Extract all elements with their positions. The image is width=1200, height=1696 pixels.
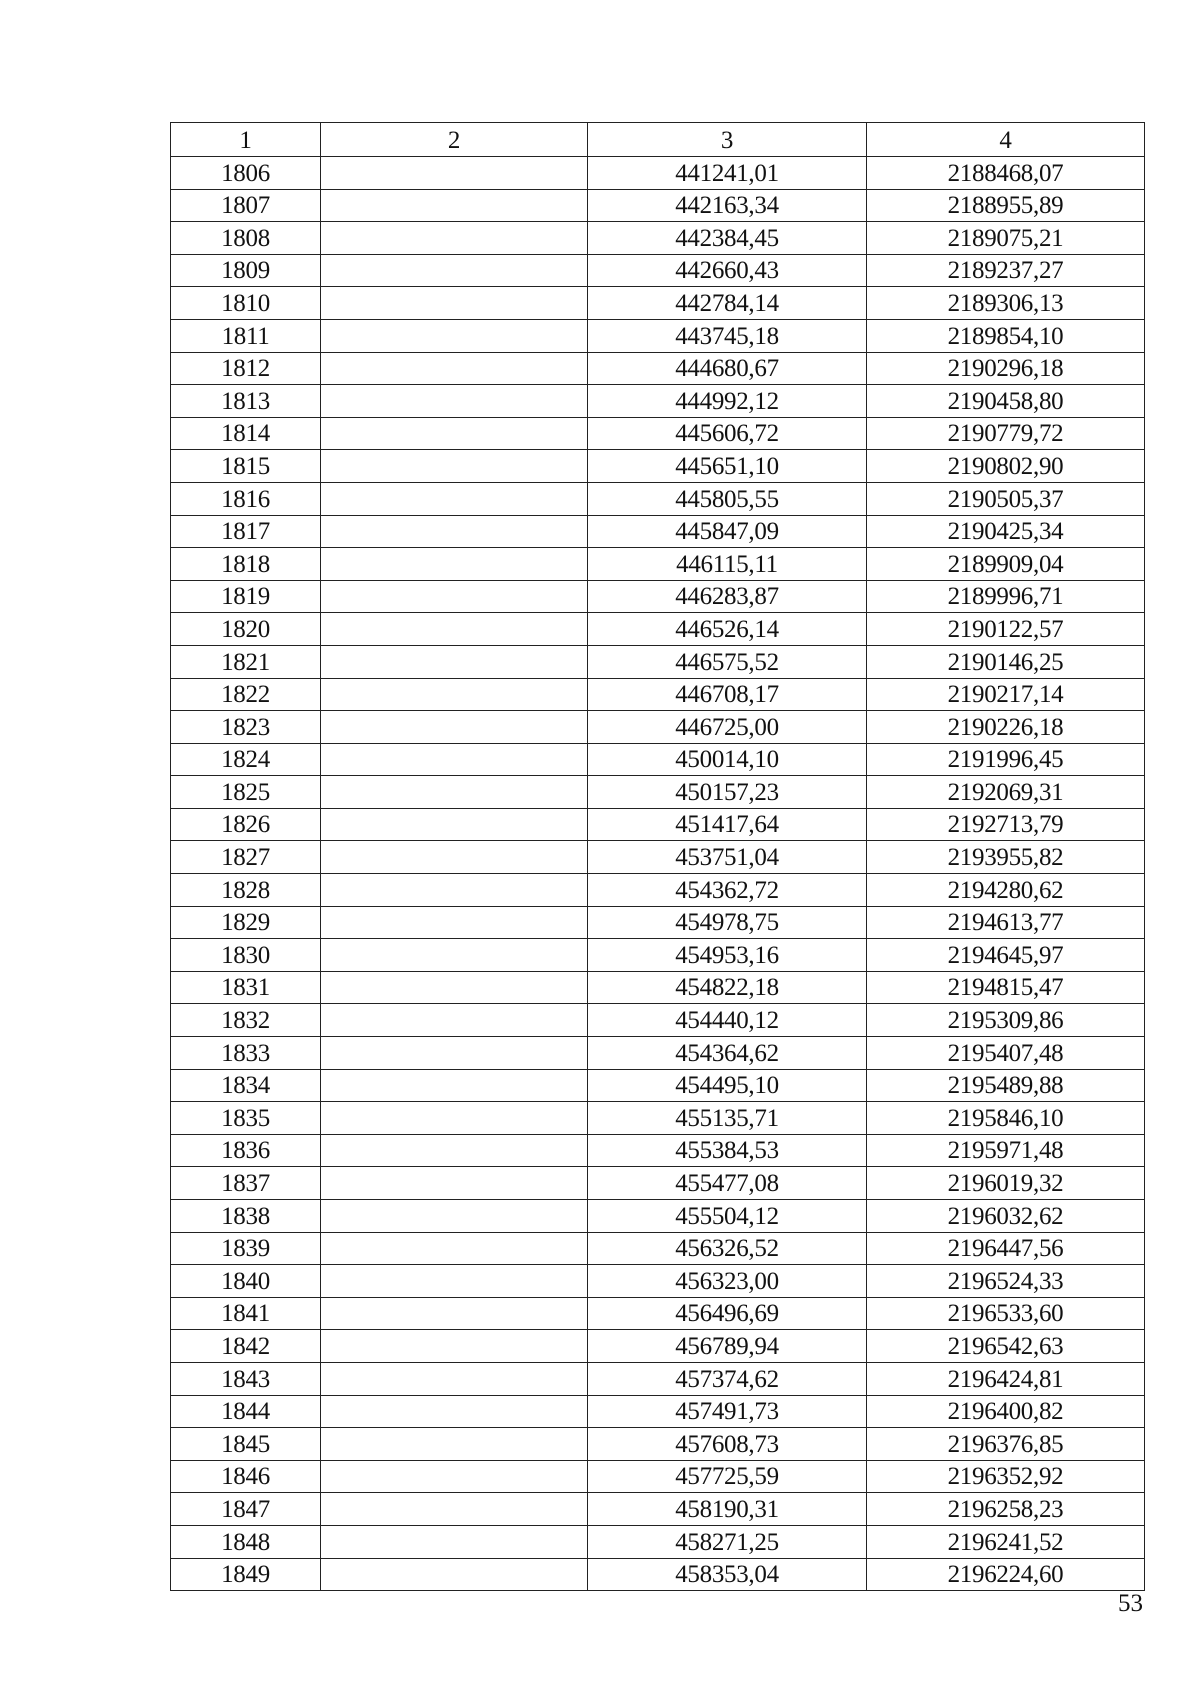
table-cell: 2190425,34 xyxy=(867,515,1145,548)
table-cell xyxy=(321,1102,588,1135)
table-cell xyxy=(321,711,588,744)
table-header-row xyxy=(171,123,1145,157)
table-cell: 2192069,31 xyxy=(867,776,1145,809)
table-body xyxy=(171,157,1145,1591)
table-row xyxy=(171,1330,1145,1363)
table-cell: 1812 xyxy=(171,352,321,385)
table-row xyxy=(171,1037,1145,1070)
table-cell xyxy=(321,971,588,1004)
table-cell: 1842 xyxy=(171,1330,321,1363)
table-row xyxy=(171,1558,1145,1591)
table-cell: 446115,11 xyxy=(588,548,867,581)
table-cell xyxy=(321,1069,588,1102)
table-cell: 1849 xyxy=(171,1558,321,1591)
table-cell: 1807 xyxy=(171,189,321,222)
table-cell: 456326,52 xyxy=(588,1232,867,1265)
table-cell: 1828 xyxy=(171,874,321,907)
table-cell: 1844 xyxy=(171,1395,321,1428)
table-cell: 444992,12 xyxy=(588,385,867,418)
table-row xyxy=(171,678,1145,711)
table-cell: 2191996,45 xyxy=(867,743,1145,776)
table-cell: 2196376,85 xyxy=(867,1428,1145,1461)
table-cell xyxy=(321,157,588,190)
table-cell: 2190779,72 xyxy=(867,417,1145,450)
table-cell: 457491,73 xyxy=(588,1395,867,1428)
table-cell: 2195309,86 xyxy=(867,1004,1145,1037)
table-cell: 2195971,48 xyxy=(867,1134,1145,1167)
table-cell: 457725,59 xyxy=(588,1460,867,1493)
table-cell: 454953,16 xyxy=(588,939,867,972)
table-cell: 1839 xyxy=(171,1232,321,1265)
table-row xyxy=(171,1004,1145,1037)
table-cell: 1810 xyxy=(171,287,321,320)
table-cell: 1836 xyxy=(171,1134,321,1167)
table-cell: 2194815,47 xyxy=(867,971,1145,1004)
table-cell: 2190122,57 xyxy=(867,613,1145,646)
table-cell: 1847 xyxy=(171,1493,321,1526)
table-cell: 454364,62 xyxy=(588,1037,867,1070)
table-cell xyxy=(321,939,588,972)
table-row xyxy=(171,906,1145,939)
table-cell: 2194280,62 xyxy=(867,874,1145,907)
coordinates-table-container xyxy=(170,122,1144,1591)
coordinates-table xyxy=(170,122,1145,1591)
table-cell xyxy=(321,385,588,418)
table-cell: 1843 xyxy=(171,1362,321,1395)
table-cell xyxy=(321,482,588,515)
table-row xyxy=(171,417,1145,450)
table-cell: 445805,55 xyxy=(588,482,867,515)
table-cell: 455135,71 xyxy=(588,1102,867,1135)
table-cell: 1835 xyxy=(171,1102,321,1135)
table-cell: 454822,18 xyxy=(588,971,867,1004)
page-number: 53 xyxy=(1118,1590,1143,1617)
table-cell xyxy=(321,287,588,320)
table-row xyxy=(171,1069,1145,1102)
table-cell: 1822 xyxy=(171,678,321,711)
table-row xyxy=(171,1102,1145,1135)
table-cell xyxy=(321,1460,588,1493)
table-cell: 454978,75 xyxy=(588,906,867,939)
table-cell xyxy=(321,515,588,548)
table-cell: 2195489,88 xyxy=(867,1069,1145,1102)
table-row xyxy=(171,580,1145,613)
table-cell: 2190217,14 xyxy=(867,678,1145,711)
table-cell: 446725,00 xyxy=(588,711,867,744)
table-cell: 2188468,07 xyxy=(867,157,1145,190)
table-row xyxy=(171,1395,1145,1428)
table-cell xyxy=(321,613,588,646)
table-cell: 1827 xyxy=(171,841,321,874)
table-cell: 1829 xyxy=(171,906,321,939)
table-cell: 2196542,63 xyxy=(867,1330,1145,1363)
table-cell: 458353,04 xyxy=(588,1558,867,1591)
table-row xyxy=(171,385,1145,418)
table-cell: 446575,52 xyxy=(588,645,867,678)
table-cell: 446708,17 xyxy=(588,678,867,711)
table-row xyxy=(171,1265,1145,1298)
table-cell: 444680,67 xyxy=(588,352,867,385)
table-cell xyxy=(321,1200,588,1233)
table-cell: 1838 xyxy=(171,1200,321,1233)
table-cell: 1819 xyxy=(171,580,321,613)
table-cell: 1817 xyxy=(171,515,321,548)
table-cell xyxy=(321,743,588,776)
table-cell: 442163,34 xyxy=(588,189,867,222)
table-row xyxy=(171,1428,1145,1461)
table-row xyxy=(171,352,1145,385)
table-cell: 1845 xyxy=(171,1428,321,1461)
table-row xyxy=(171,287,1145,320)
table-cell: 1811 xyxy=(171,319,321,352)
table-cell xyxy=(321,189,588,222)
table-cell xyxy=(321,906,588,939)
table-cell: 442784,14 xyxy=(588,287,867,320)
table-cell: 441241,01 xyxy=(588,157,867,190)
table-cell xyxy=(321,1525,588,1558)
table-row xyxy=(171,450,1145,483)
table-cell xyxy=(321,1037,588,1070)
table-cell: 2189075,21 xyxy=(867,222,1145,255)
table-cell: 454440,12 xyxy=(588,1004,867,1037)
table-cell: 2192713,79 xyxy=(867,808,1145,841)
table-cell: 2190146,25 xyxy=(867,645,1145,678)
table-row xyxy=(171,1297,1145,1330)
table-cell xyxy=(321,352,588,385)
table-row xyxy=(171,645,1145,678)
table-row xyxy=(171,743,1145,776)
table-cell: 442660,43 xyxy=(588,254,867,287)
table-cell: 2196400,82 xyxy=(867,1395,1145,1428)
table-cell xyxy=(321,874,588,907)
table-row xyxy=(171,1493,1145,1526)
table-row xyxy=(171,157,1145,190)
table-row xyxy=(171,1232,1145,1265)
table-cell: 1816 xyxy=(171,482,321,515)
table-cell: 1834 xyxy=(171,1069,321,1102)
table-cell xyxy=(321,417,588,450)
table-cell: 445651,10 xyxy=(588,450,867,483)
table-row xyxy=(171,874,1145,907)
table-cell: 2194645,97 xyxy=(867,939,1145,972)
table-cell: 1813 xyxy=(171,385,321,418)
table-row xyxy=(171,841,1145,874)
table-cell: 451417,64 xyxy=(588,808,867,841)
table-cell: 1820 xyxy=(171,613,321,646)
table-cell xyxy=(321,548,588,581)
table-cell: 458190,31 xyxy=(588,1493,867,1526)
table-cell: 2190226,18 xyxy=(867,711,1145,744)
table-cell: 446526,14 xyxy=(588,613,867,646)
table-cell xyxy=(321,222,588,255)
table-cell: 2189854,10 xyxy=(867,319,1145,352)
table-cell xyxy=(321,1330,588,1363)
table-cell: 2196258,23 xyxy=(867,1493,1145,1526)
table-cell: 1841 xyxy=(171,1297,321,1330)
table-cell: 454362,72 xyxy=(588,874,867,907)
table-cell: 1806 xyxy=(171,157,321,190)
table-row xyxy=(171,515,1145,548)
table-cell xyxy=(321,450,588,483)
table-row xyxy=(171,613,1145,646)
table-cell xyxy=(321,1232,588,1265)
table-cell xyxy=(321,580,588,613)
table-cell xyxy=(321,1167,588,1200)
table-row xyxy=(171,222,1145,255)
table-cell: 2196447,56 xyxy=(867,1232,1145,1265)
table-cell: 2190505,37 xyxy=(867,482,1145,515)
table-cell xyxy=(321,254,588,287)
table-cell: 445847,09 xyxy=(588,515,867,548)
table-row xyxy=(171,711,1145,744)
table-cell: 1848 xyxy=(171,1525,321,1558)
table-cell: 450157,23 xyxy=(588,776,867,809)
table-cell xyxy=(321,1395,588,1428)
table-cell: 456789,94 xyxy=(588,1330,867,1363)
table-cell: 1826 xyxy=(171,808,321,841)
table-cell: 455477,08 xyxy=(588,1167,867,1200)
table-cell: 1833 xyxy=(171,1037,321,1070)
table-row xyxy=(171,482,1145,515)
table-cell: 1825 xyxy=(171,776,321,809)
table-cell xyxy=(321,1493,588,1526)
table-cell: 2196241,52 xyxy=(867,1525,1145,1558)
table-cell: 1840 xyxy=(171,1265,321,1298)
table-cell: 455504,12 xyxy=(588,1200,867,1233)
table-cell: 2196224,60 xyxy=(867,1558,1145,1591)
table-cell: 2189237,27 xyxy=(867,254,1145,287)
table-cell xyxy=(321,1428,588,1461)
table-cell: 2196424,81 xyxy=(867,1362,1145,1395)
table-cell xyxy=(321,1362,588,1395)
table-cell: 2194613,77 xyxy=(867,906,1145,939)
table-row xyxy=(171,1167,1145,1200)
table-cell: 2196019,32 xyxy=(867,1167,1145,1200)
table-cell: 2190296,18 xyxy=(867,352,1145,385)
table-cell: 2196533,60 xyxy=(867,1297,1145,1330)
table-cell xyxy=(321,1004,588,1037)
table-cell: 455384,53 xyxy=(588,1134,867,1167)
table-cell: 1823 xyxy=(171,711,321,744)
column-header: 2 xyxy=(321,123,588,157)
table-cell: 2188955,89 xyxy=(867,189,1145,222)
table-cell: 2196032,62 xyxy=(867,1200,1145,1233)
table-cell: 1830 xyxy=(171,939,321,972)
table-cell xyxy=(321,808,588,841)
table-cell: 2196524,33 xyxy=(867,1265,1145,1298)
table-cell xyxy=(321,319,588,352)
table-cell: 2190458,80 xyxy=(867,385,1145,418)
column-header: 1 xyxy=(171,123,321,157)
table-cell: 457374,62 xyxy=(588,1362,867,1395)
table-row xyxy=(171,254,1145,287)
table-row xyxy=(171,971,1145,1004)
table-row xyxy=(171,189,1145,222)
table-cell: 1809 xyxy=(171,254,321,287)
table-cell: 1832 xyxy=(171,1004,321,1037)
table-cell: 2195407,48 xyxy=(867,1037,1145,1070)
table-cell: 456323,00 xyxy=(588,1265,867,1298)
table-cell: 454495,10 xyxy=(588,1069,867,1102)
column-header: 3 xyxy=(588,123,867,157)
table-cell xyxy=(321,678,588,711)
table-row xyxy=(171,808,1145,841)
table-cell xyxy=(321,1134,588,1167)
table-cell: 2189306,13 xyxy=(867,287,1145,320)
table-cell xyxy=(321,1265,588,1298)
table-cell: 450014,10 xyxy=(588,743,867,776)
table-cell: 1815 xyxy=(171,450,321,483)
table-cell: 1814 xyxy=(171,417,321,450)
table-row xyxy=(171,1460,1145,1493)
table-cell: 458271,25 xyxy=(588,1525,867,1558)
table-cell xyxy=(321,841,588,874)
table-cell: 442384,45 xyxy=(588,222,867,255)
table-cell: 445606,72 xyxy=(588,417,867,450)
table-cell xyxy=(321,1558,588,1591)
table-cell: 2195846,10 xyxy=(867,1102,1145,1135)
table-row xyxy=(171,1362,1145,1395)
table-cell: 2193955,82 xyxy=(867,841,1145,874)
table-cell: 2190802,90 xyxy=(867,450,1145,483)
table-row xyxy=(171,776,1145,809)
table-cell: 456496,69 xyxy=(588,1297,867,1330)
table-cell: 1837 xyxy=(171,1167,321,1200)
table-row xyxy=(171,548,1145,581)
table-row xyxy=(171,1200,1145,1233)
table-cell: 1821 xyxy=(171,645,321,678)
table-cell xyxy=(321,1297,588,1330)
table-cell: 446283,87 xyxy=(588,580,867,613)
column-header: 4 xyxy=(867,123,1145,157)
table-cell: 2189909,04 xyxy=(867,548,1145,581)
table-cell xyxy=(321,776,588,809)
table-cell: 1846 xyxy=(171,1460,321,1493)
table-cell: 1808 xyxy=(171,222,321,255)
table-cell: 1824 xyxy=(171,743,321,776)
table-row xyxy=(171,319,1145,352)
table-cell: 443745,18 xyxy=(588,319,867,352)
table-cell: 2189996,71 xyxy=(867,580,1145,613)
table-cell: 2196352,92 xyxy=(867,1460,1145,1493)
table-cell: 453751,04 xyxy=(588,841,867,874)
table-cell: 1831 xyxy=(171,971,321,1004)
table-row xyxy=(171,939,1145,972)
table-row xyxy=(171,1525,1145,1558)
table-cell xyxy=(321,645,588,678)
table-row xyxy=(171,1134,1145,1167)
table-cell: 457608,73 xyxy=(588,1428,867,1461)
table-cell: 1818 xyxy=(171,548,321,581)
